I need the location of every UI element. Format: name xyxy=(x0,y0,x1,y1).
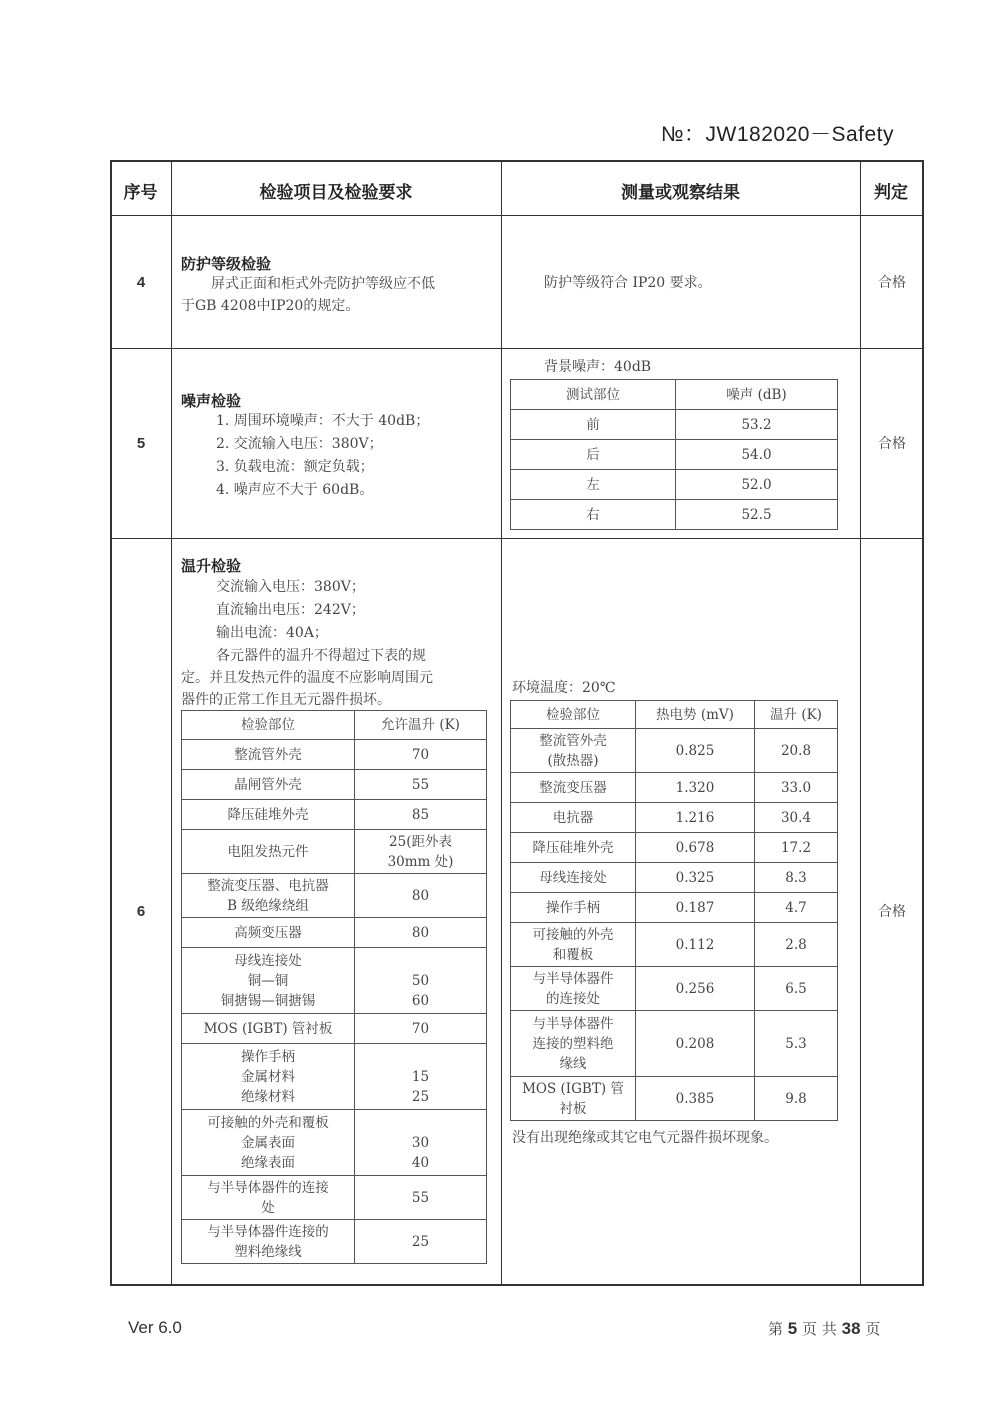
limit-value: 70 xyxy=(355,1014,487,1044)
result-emf: 0.256 xyxy=(636,967,755,1011)
table-row xyxy=(182,800,487,830)
result-emf: 0.325 xyxy=(636,863,755,893)
limit-position-line: 母线连接处 xyxy=(234,952,302,969)
table-row xyxy=(182,1044,487,1110)
noise-position: 左 xyxy=(511,470,676,500)
result-emf: 0.187 xyxy=(636,893,755,923)
table-row xyxy=(511,500,838,530)
page-total: 38 xyxy=(841,1319,861,1338)
temp-limit-table xyxy=(181,710,487,1264)
result-position-line: 可接触的外壳 xyxy=(532,926,614,943)
noise-header-value: 噪声 (dB) xyxy=(676,380,838,410)
result-rise: 30.4 xyxy=(755,803,838,833)
limit-position-line: 处 xyxy=(261,1199,275,1216)
limit-value-line xyxy=(357,951,484,971)
limit-value: 85 xyxy=(355,800,487,830)
result-position xyxy=(511,1077,636,1121)
table-row xyxy=(511,1011,838,1077)
noise-header-position: 测试部位 xyxy=(511,380,676,410)
result-position-line: MOS (IGBT) 管 xyxy=(522,1080,624,1097)
row-6-note: 没有出现绝缘或其它电气元器件损坏现象。 xyxy=(512,1130,778,1146)
row-5-req-line: 1. 周围环境噪声：不大于 40dB； xyxy=(216,413,430,429)
result-emf: 0.112 xyxy=(636,923,755,967)
limit-header-position: 检验部位 xyxy=(182,711,355,740)
table-row xyxy=(511,923,838,967)
row-4-req-line: 于GB 4208中IP20的规定。 xyxy=(181,298,360,314)
result-position: 降压硅堆外壳 xyxy=(511,833,636,863)
row-6-req-line: 定。并且发热元件的温度不应影响周围元 xyxy=(181,670,433,686)
table-row xyxy=(182,1110,487,1176)
result-emf: 0.825 xyxy=(636,729,755,773)
limit-position: MOS (IGBT) 管衬板 xyxy=(182,1014,355,1044)
row-5-req-line: 2. 交流输入电压：380V； xyxy=(216,436,383,452)
table-row xyxy=(182,740,487,770)
result-position: 整流变压器 xyxy=(511,773,636,803)
limit-position-line: 铜—铜 xyxy=(247,972,289,989)
table-row xyxy=(182,770,487,800)
result-header-position: 检验部位 xyxy=(511,701,636,729)
table-row xyxy=(182,874,487,918)
limit-value: 25 xyxy=(355,1220,487,1264)
limit-value: 80 xyxy=(355,918,487,948)
limit-position xyxy=(182,874,355,918)
result-rise: 20.8 xyxy=(755,729,838,773)
result-position xyxy=(511,923,636,967)
row-5-req-line: 3. 负载电流：额定负载； xyxy=(216,459,374,475)
limit-position-line: 绝缘表面 xyxy=(241,1154,295,1171)
row-6-req-line: 交流输入电压：380V； xyxy=(216,579,365,595)
limit-position-line: 操作手柄 xyxy=(241,1048,295,1065)
result-position xyxy=(511,1011,636,1077)
limit-position xyxy=(182,1176,355,1220)
row-5-verdict: 合格 xyxy=(878,436,906,452)
temp-result-table xyxy=(510,700,838,1121)
result-rise: 17.2 xyxy=(755,833,838,863)
result-position-line: 和覆板 xyxy=(552,946,594,963)
table-row xyxy=(511,1077,838,1121)
noise-value: 53.2 xyxy=(676,410,838,440)
limit-value xyxy=(355,948,487,1014)
result-rise: 9.8 xyxy=(755,1077,838,1121)
header-seq: 序号 xyxy=(123,183,158,203)
limit-value-line: 25 xyxy=(411,1088,430,1105)
document-number: №：JW182020－Safety xyxy=(661,123,894,146)
version-label: Ver 6.0 xyxy=(128,1318,182,1337)
limit-value-line xyxy=(357,1047,484,1067)
noise-table xyxy=(510,379,838,530)
table-row xyxy=(511,773,838,803)
row-4-req-line: 屏式正面和柜式外壳防护等级应不低 xyxy=(211,276,435,292)
result-emf: 0.678 xyxy=(636,833,755,863)
limit-position-line: 与半导体器件连接的 xyxy=(207,1223,329,1240)
row-5-title: 噪声检验 xyxy=(181,392,242,410)
row-6-seq: 6 xyxy=(136,903,146,920)
limit-position-line: 塑料绝缘线 xyxy=(234,1243,302,1260)
result-rise: 4.7 xyxy=(755,893,838,923)
noise-position: 后 xyxy=(511,440,676,470)
result-rise: 5.3 xyxy=(755,1011,838,1077)
result-position: 操作手柄 xyxy=(511,893,636,923)
row-4-verdict: 合格 xyxy=(878,275,906,291)
page-number: 5 xyxy=(787,1319,798,1338)
noise-value: 52.0 xyxy=(676,470,838,500)
page-mid: 页 共 xyxy=(802,1320,837,1338)
table-row xyxy=(511,803,838,833)
row-4-result: 防护等级符合 IP20 要求。 xyxy=(544,275,712,291)
result-position xyxy=(511,967,636,1011)
limit-position xyxy=(182,948,355,1014)
table-row xyxy=(511,470,838,500)
table-row xyxy=(182,1014,487,1044)
limit-position-line: 金属表面 xyxy=(241,1134,295,1151)
table-row xyxy=(182,1176,487,1220)
row-6-ambient: 环境温度：20℃ xyxy=(512,680,616,696)
limit-position-line: 与半导体器件的连接 xyxy=(207,1179,329,1196)
result-position-line: 缘线 xyxy=(559,1055,587,1072)
limit-value xyxy=(355,1110,487,1176)
page-prefix: 第 xyxy=(768,1320,784,1338)
limit-position-line: 绝缘材料 xyxy=(241,1088,295,1105)
row-6-verdict: 合格 xyxy=(878,904,906,920)
result-emf: 1.216 xyxy=(636,803,755,833)
noise-position: 右 xyxy=(511,500,676,530)
row-5-background-noise: 背景噪声：40dB xyxy=(544,359,652,375)
row-4-title: 防护等级检验 xyxy=(181,255,272,273)
row-6-title: 温升检验 xyxy=(181,557,242,575)
limit-position: 电阻发热元件 xyxy=(182,830,355,874)
result-emf: 1.320 xyxy=(636,773,755,803)
result-position-line: 与半导体器件 xyxy=(532,970,614,987)
noise-value: 54.0 xyxy=(676,440,838,470)
row-4-seq: 4 xyxy=(136,274,146,291)
limit-value-line: 40 xyxy=(411,1154,430,1171)
limit-value: 55 xyxy=(355,770,487,800)
table-row xyxy=(182,830,487,874)
header-item: 检验项目及检验要求 xyxy=(259,183,413,203)
limit-position-line: 可接触的外壳和覆板 xyxy=(207,1114,329,1131)
row-5-req-line: 4. 噪声应不大于 60dB。 xyxy=(216,482,374,498)
result-rise: 6.5 xyxy=(755,967,838,1011)
limit-value xyxy=(355,1044,487,1110)
row-6-req-line: 输出电流：40A； xyxy=(216,625,328,641)
limit-value: 80 xyxy=(355,874,487,918)
header-verdict: 判定 xyxy=(874,183,908,203)
row-5-seq: 5 xyxy=(136,435,146,452)
limit-position: 晶闸管外壳 xyxy=(182,770,355,800)
page-indicator xyxy=(768,1318,880,1339)
limit-value: 55 xyxy=(355,1176,487,1220)
row-6-req-line: 各元器件的温升不得超过下表的规 xyxy=(216,648,426,664)
table-row xyxy=(182,918,487,948)
result-header-emf: 热电势 (mV) xyxy=(636,701,755,729)
result-position-line: 与半导体器件 xyxy=(532,1015,614,1032)
result-position: 电抗器 xyxy=(511,803,636,833)
limit-position: 降压硅堆外壳 xyxy=(182,800,355,830)
result-header-rise: 温升 (K) xyxy=(755,701,838,729)
result-position-line: 整流管外壳 xyxy=(539,732,607,749)
result-position-line: 衬板 xyxy=(559,1100,587,1117)
limit-value-line: 30 xyxy=(411,1134,430,1151)
result-position-line: 连接的塑料绝 xyxy=(532,1035,614,1052)
row-6-req-line: 直流输出电压：242V； xyxy=(216,602,365,618)
table-row xyxy=(511,863,838,893)
table-row xyxy=(182,948,487,1014)
page-suffix: 页 xyxy=(865,1320,881,1338)
limit-value: 70 xyxy=(355,740,487,770)
result-position-line: (散热器) xyxy=(547,752,599,769)
limit-value xyxy=(355,830,487,874)
limit-position xyxy=(182,1220,355,1264)
limit-value-line: 50 xyxy=(411,972,430,989)
result-position-line: 的连接处 xyxy=(546,990,600,1007)
limit-position xyxy=(182,1044,355,1110)
table-row xyxy=(511,410,838,440)
limit-header-value: 允许温升 (K) xyxy=(355,711,487,740)
table-row xyxy=(511,893,838,923)
limit-position xyxy=(182,1110,355,1176)
limit-position-line: 金属材料 xyxy=(241,1068,295,1085)
result-emf: 0.208 xyxy=(636,1011,755,1077)
noise-position: 前 xyxy=(511,410,676,440)
limit-position: 整流管外壳 xyxy=(182,740,355,770)
result-position xyxy=(511,729,636,773)
result-rise: 2.8 xyxy=(755,923,838,967)
header-result: 测量或观察结果 xyxy=(621,183,740,203)
table-row xyxy=(511,440,838,470)
limit-value-line: 25(距外表 xyxy=(389,833,452,850)
limit-position-line: B 级绝缘绕组 xyxy=(227,897,309,914)
noise-value: 52.5 xyxy=(676,500,838,530)
limit-value-line xyxy=(357,1113,484,1133)
limit-position: 高频变压器 xyxy=(182,918,355,948)
limit-position-line: 整流变压器、电抗器 xyxy=(207,877,329,894)
limit-value-line: 60 xyxy=(411,992,430,1009)
result-emf: 0.385 xyxy=(636,1077,755,1121)
row-6-req-line: 器件的正常工作且无元器件损坏。 xyxy=(181,692,391,708)
limit-value-line: 30mm 处) xyxy=(387,853,454,870)
limit-position-line: 铜搪锡—铜搪锡 xyxy=(220,992,316,1009)
table-row xyxy=(511,833,838,863)
result-rise: 8.3 xyxy=(755,863,838,893)
table-row xyxy=(182,1220,487,1264)
table-row xyxy=(511,729,838,773)
result-rise: 33.0 xyxy=(755,773,838,803)
limit-value-line: 15 xyxy=(411,1068,430,1085)
result-position: 母线连接处 xyxy=(511,863,636,893)
table-row xyxy=(511,967,838,1011)
